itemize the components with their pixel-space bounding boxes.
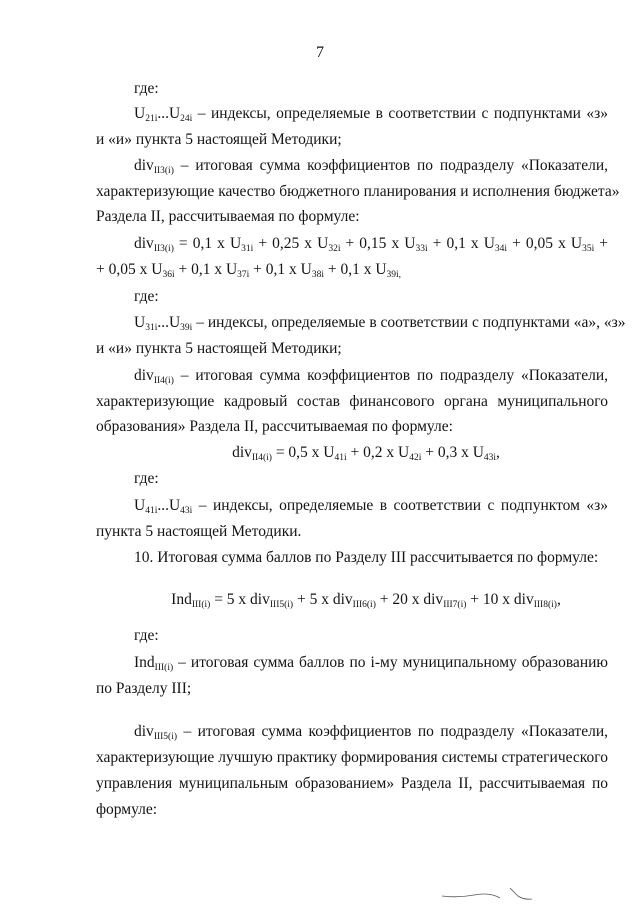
pen-mark	[440, 884, 560, 902]
text-line: характеризующие качество бюджетного планирования и исполнения бюджета»	[96, 183, 620, 200]
text-line: пункта 5 настоящей Методики.	[96, 523, 302, 540]
text-line: div$_{II3(i)}$ – итоговая сумма коэффициентов по подразделу «Показатели,	[134, 157, 608, 176]
text-line: $U_{21i}...U_{24i}$ – индексы, определяемые в соответствии с подпунктами «з»	[134, 105, 608, 124]
section-heading: 10. Итоговая сумма баллов по Разделу III рассчитывается по формуле:	[134, 549, 599, 566]
text-line: по Разделу III;	[96, 680, 192, 697]
formula-line: div$_{II3(i)}$ = 0,1 x $U_{31i} + 0,25$ x $U_{32i} + 0,15$ x $U_{33i} + 0,1$ x $U_{34i} + 0,05$ x $U_{35i}$ +	[134, 235, 609, 254]
text-line: $U_{31i}...U_{39i}$ – индексы, определяемые в соответствии с подпунктами «а», «з»	[134, 314, 626, 333]
text-line: Ind$_{III(i)}$ – итоговая сумма баллов по i-му муниципальному образованию	[134, 654, 608, 673]
text-line: Раздела II, рассчитываемая по формуле:	[96, 208, 360, 225]
text-line: и «и» пункта 5 настоящей Методики;	[96, 340, 342, 357]
text-line: формуле:	[96, 801, 158, 818]
text-line: характеризующие кадровый состав финансового органа муниципального	[96, 393, 608, 410]
where-label: где:	[134, 288, 159, 305]
text-line: и «и» пункта 5 настоящей Методики;	[96, 131, 342, 148]
page-number: 7	[316, 44, 324, 61]
text-line: $U_{41i}...U_{43i}$ – индексы, определяемые в соответствии с подпунктом «з»	[134, 497, 608, 516]
formula-line: + 0,05 x $U_{36i} + 0,1$ x $U_{37i} + 0,1$ x $U_{38i} + 0,1$ x $U_{39i,}$	[96, 261, 402, 280]
text-line: div$_{III5(i)}$ – итоговая сумма коэффициентов по подразделу «Показатели,	[134, 723, 608, 742]
text-line: образования» Раздела II, рассчитываемая по формуле:	[96, 418, 453, 435]
text-line: характеризующие лучшую практику формирования системы стратегического	[96, 749, 608, 766]
where-label: где:	[134, 470, 159, 487]
text-line: управления муниципальным образованием» Раздела II, рассчитываемая по	[96, 775, 608, 792]
formula-line: div$_{II4(i)}$ = 0,5 x $U_{41i} + 0,2$ x $U_{42i} + 0,3$ x $U_{43i}$,	[232, 444, 500, 463]
formula-line: Ind$_{III(i)}$ = 5 x div$_{III5(i)}$ + 5 x div$_{III6(i)}$ + 20 x div$_{III7(i)}$ + 10 x div$_{III8(i)}$,	[171, 591, 561, 610]
where-label: где:	[134, 80, 159, 97]
where-label: где:	[134, 627, 159, 644]
text-line: div$_{II4(i)}$ – итоговая сумма коэффициентов по подразделу «Показатели,	[134, 367, 608, 386]
